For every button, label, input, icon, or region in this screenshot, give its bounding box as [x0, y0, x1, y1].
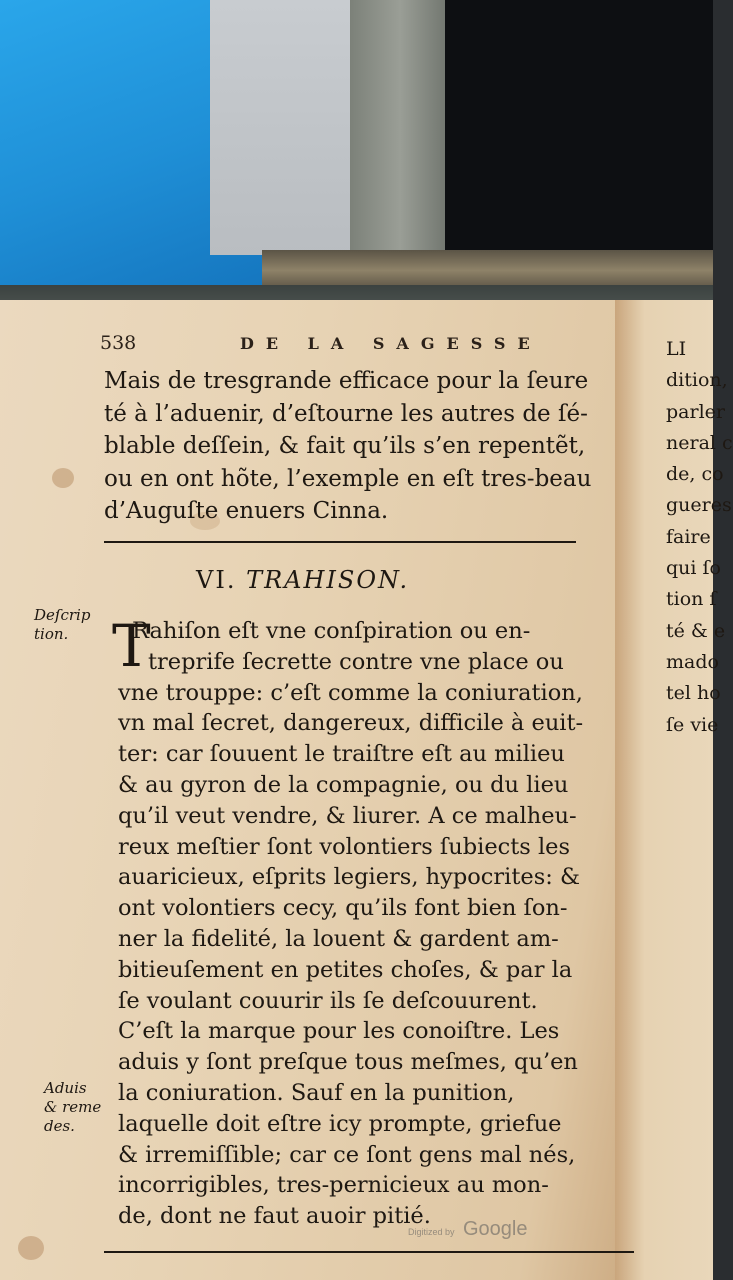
text-line: gueres — [666, 494, 732, 517]
text-line: vne trouppe: c’eſt comme la coniuration, — [118, 679, 583, 706]
text-line: Rahiſon eſt vne conſpiration ou en- — [132, 618, 531, 644]
margin-note-line: Deſcrip — [34, 606, 91, 624]
margin-note-line: & reme — [44, 1098, 102, 1116]
text-line: LI — [666, 338, 687, 360]
margin-note-line: Aduis — [44, 1079, 87, 1097]
text-line: tel ho — [666, 682, 721, 705]
background-panel — [350, 0, 450, 255]
text-line: qu’il veut vendre, & liurer. A ce malheu- — [118, 802, 577, 829]
text-line: & irremiſſible; car ce ſont gens mal nés, — [118, 1141, 576, 1168]
right-page-text — [666, 334, 733, 741]
margin-note-line: des. — [44, 1117, 75, 1135]
text-line: de, dont ne faut auoir pitié. — [118, 1203, 431, 1230]
text-line: C’eſt la marque pour les conoiſtre. Les — [118, 1018, 560, 1045]
text-line: treprife ſecrette contre vne place ou — [148, 648, 564, 675]
bottom-rule — [104, 1251, 634, 1253]
text-line: la coniuration. Sauf en la punition, — [118, 1079, 515, 1106]
dark-background — [445, 0, 713, 260]
text-line: té à l’aduenir, d’eſtourne les autres de ſé- — [104, 400, 588, 427]
text-line: & au gyron de la compagnie, ou du lieu — [118, 771, 569, 798]
text-line: incorrigibles, tres-pernicieux au mon- — [118, 1172, 549, 1199]
text-line: ſe voulant couurir ils ſe deſcouurent. — [118, 987, 538, 1014]
drop-cap: T — [112, 612, 151, 680]
text-line: Mais de tresgrande efficace pour la ſeure — [104, 368, 589, 394]
page-stain — [52, 468, 74, 488]
section-number: VI. — [196, 566, 237, 594]
page-stain — [18, 1236, 44, 1260]
digitized-watermark — [408, 1218, 527, 1241]
section-rule — [104, 541, 576, 543]
text-line: neral c — [666, 431, 733, 454]
text-line: parler — [666, 400, 725, 423]
margin-note-line: tion. — [34, 625, 69, 643]
text-line: faire — [666, 525, 711, 548]
text-line: té & e — [666, 619, 726, 642]
text-line: d’Auguſte enuers Cinna. — [104, 498, 389, 525]
page-number: 538 — [100, 332, 137, 354]
paragraph-1 — [104, 365, 591, 528]
section-heading — [196, 566, 409, 594]
text-line: vn mal ſecret, dangereux, difficile à euit- — [118, 710, 584, 737]
text-line: blable deſſein, & fait qu’ils s’en repentẽt, — [104, 433, 586, 460]
text-line: laquelle doit eſtre icy prompte, griefue — [118, 1110, 562, 1137]
text-line: bitieuſement en petites choſes, & par la — [118, 956, 573, 983]
background-paper — [210, 0, 370, 255]
margin-note-remedies — [44, 1079, 101, 1136]
section-title: TRAHISON. — [246, 566, 410, 594]
paragraph-2 — [118, 616, 583, 1232]
text-line: aduis y ſont preſque tous meſmes, qu’en — [118, 1049, 578, 1076]
text-line: de, co — [666, 463, 724, 486]
text-line: tion ſ — [666, 588, 717, 611]
margin-note-description — [34, 606, 90, 644]
text-line: ner la fidelité, la louent & gardent am- — [118, 925, 559, 952]
text-line: qui ſo — [666, 557, 721, 580]
text-line: reux meſtier ſont volontiers ſubiects les — [118, 833, 571, 860]
text-line: dition, — [666, 369, 728, 392]
text-line: mado — [666, 650, 719, 673]
text-line: ſe vie — [666, 713, 719, 736]
text-line: ou en ont hõte, l’exemple en eſt tres-beau — [104, 465, 592, 492]
text-line: ter: car ſouuent le traiſtre eſt au milieu — [118, 741, 565, 768]
watermark-prefix: Digitized by — [408, 1227, 455, 1237]
running-head — [100, 334, 580, 358]
text-line: auaricieux, eſprits legiers, hypocrites: & — [118, 864, 581, 891]
google-logo: Google — [462, 1218, 528, 1240]
running-title: DE LA SAGESSE — [240, 334, 542, 353]
text-line: ont volontiers cecy, qu’ils font bien ſon- — [118, 895, 568, 922]
